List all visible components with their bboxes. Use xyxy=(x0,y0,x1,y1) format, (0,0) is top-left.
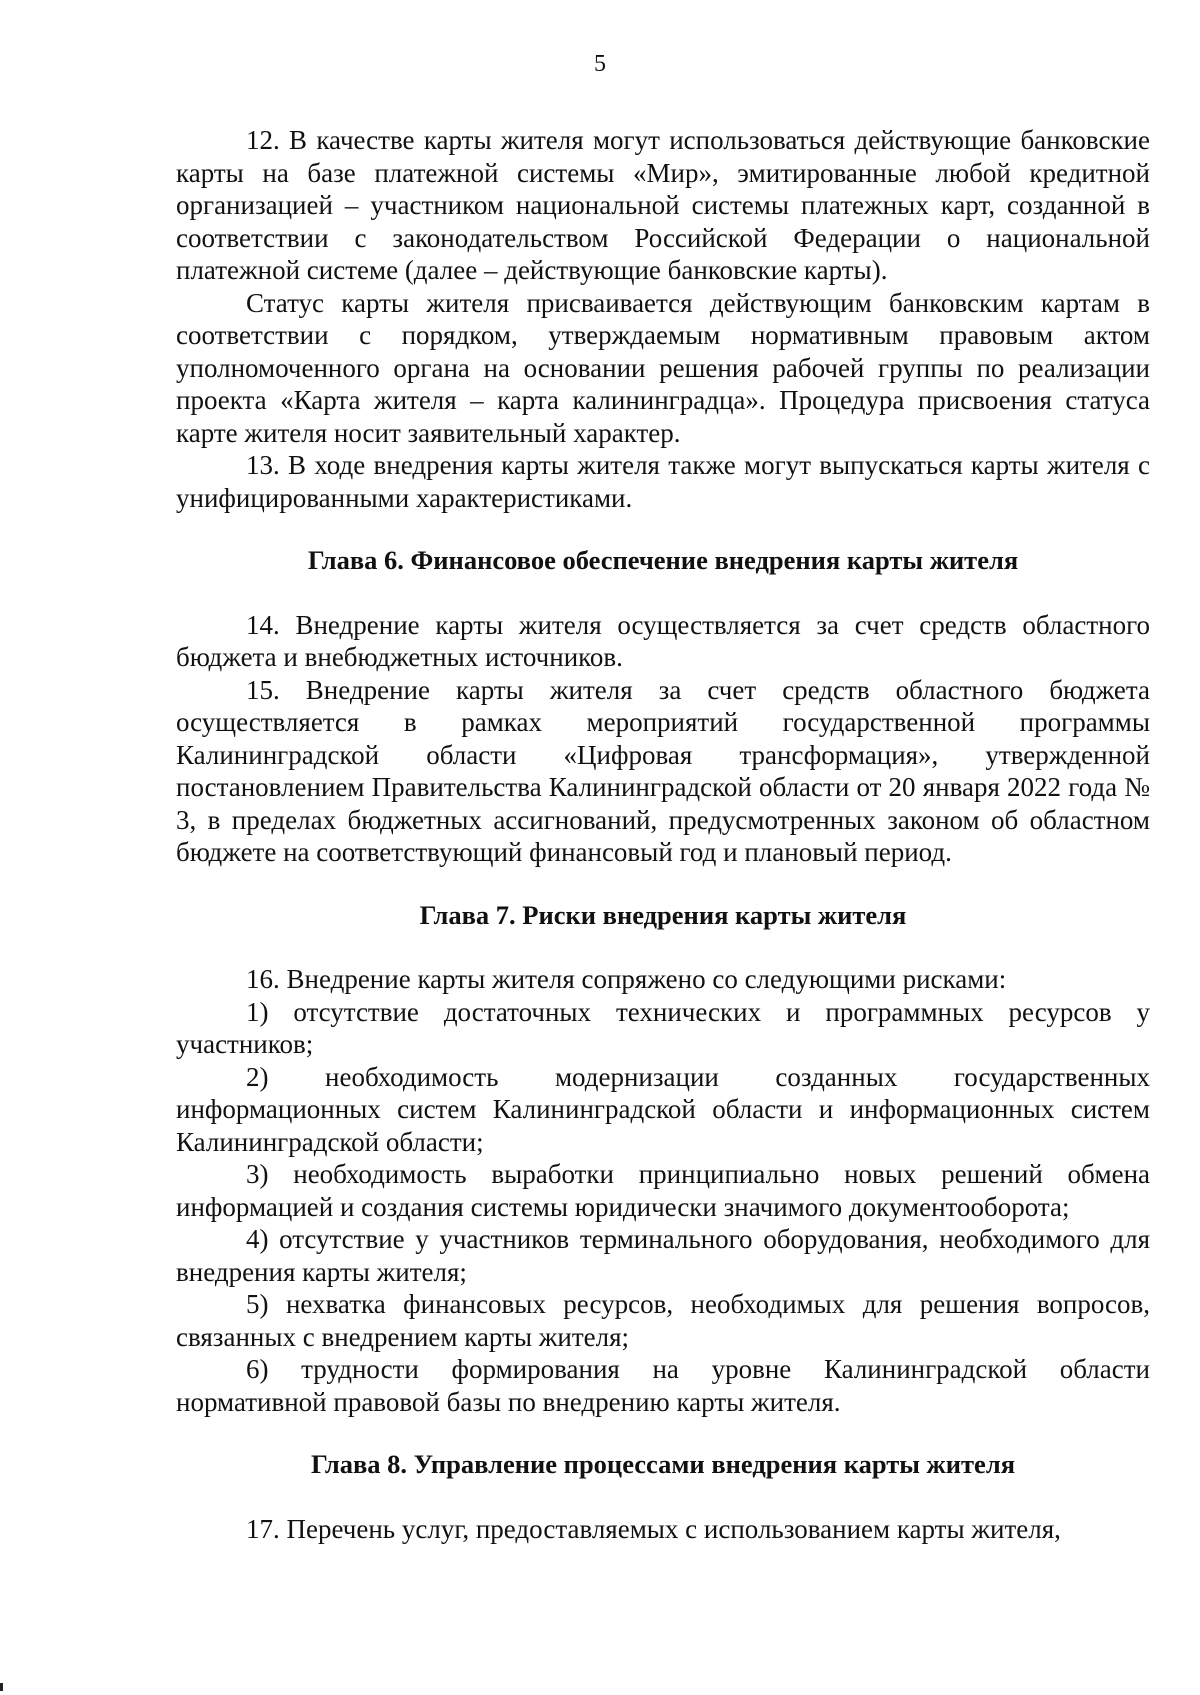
risk-item-6: 6) трудности формирования на уровне Калининградской области нормативной правовой базы по внедрению карты жителя. xyxy=(176,1354,1150,1417)
risk-item-4: 4) отсутствие у участников терминального оборудования, необходимого для внедрения карты жителя; xyxy=(176,1224,1150,1287)
document-body xyxy=(176,124,1150,1545)
chapter-6-heading: Глава 6. Финансовое обеспечение внедрения карты жителя xyxy=(307,545,1019,575)
scan-edge-mark xyxy=(0,1683,3,1691)
paragraph-15: 15. Внедрение карты жителя за счет средств областного бюджета осуществляется в рамках мероприятий государственной программы Калининградской области «Цифровая трансформация», утвержденной постановлением Правительства Калининградской области от 20 января 2022 года № 3, в пределах бюджетных ассигнований, предусмотренных законом об областном бюджете на соответствующий финансовый год и плановый период. xyxy=(176,674,1150,867)
paragraph-12-status: Статус карты жителя присваивается действующим банковским картам в соответствии с порядком, утверждаемым нормативным правовым актом уполномоченного органа на основании решения рабочей группы по реализации проекта «Карта жителя – карта калининградца». Процедура присвоения статуса карте жителя носит заявительный характер. xyxy=(176,287,1150,448)
risk-item-5: 5) нехватка финансовых ресурсов, необходимых для решения вопросов, связанных с внедрением карты жителя; xyxy=(176,1289,1150,1352)
paragraph-12: 12. В качестве карты жителя могут использоваться действующие банковские карты на базе платежной системы «Мир», эмитированные любой кредитной организацией – участником национальной системы платежных карт, созданной в соответствии с законодательством Российской Федерации о национальной платежной системе (далее – действующие банковские карты). xyxy=(176,125,1150,285)
chapter-8-heading: Глава 8. Управление процессами внедрения карты жителя xyxy=(310,1449,1016,1479)
paragraph-13: 13. В ходе внедрения карты жителя также могут выпускаться карты жителя с унифицированными характеристиками. xyxy=(176,450,1150,513)
chapter-7-heading: Глава 7. Риски внедрения карты жителя xyxy=(419,899,907,930)
risk-item-2: 2) необходимость модернизации созданных государственных информационных систем Калининградской области и информационных систем Калининградской области; xyxy=(176,1061,1150,1157)
paragraph-14: 14. Внедрение карты жителя осуществляется за счет средств областного бюджета и внебюджетных источников. xyxy=(176,609,1150,672)
paragraph-17: 17. Перечень услуг, предоставляемых с использованием карты жителя, xyxy=(246,1513,1061,1544)
paragraph-16: 16. Внедрение карты жителя сопряжено со следующими рисками: xyxy=(246,964,1007,994)
risk-item-1: 1) отсутствие достаточных технических и программных ресурсов у участников; xyxy=(176,996,1150,1059)
risk-item-3: 3) необходимость выработки принципиально новых решений обмена информацией и создания системы юридически значимого документооборота; xyxy=(176,1159,1150,1222)
page-number: 5 xyxy=(594,51,606,77)
